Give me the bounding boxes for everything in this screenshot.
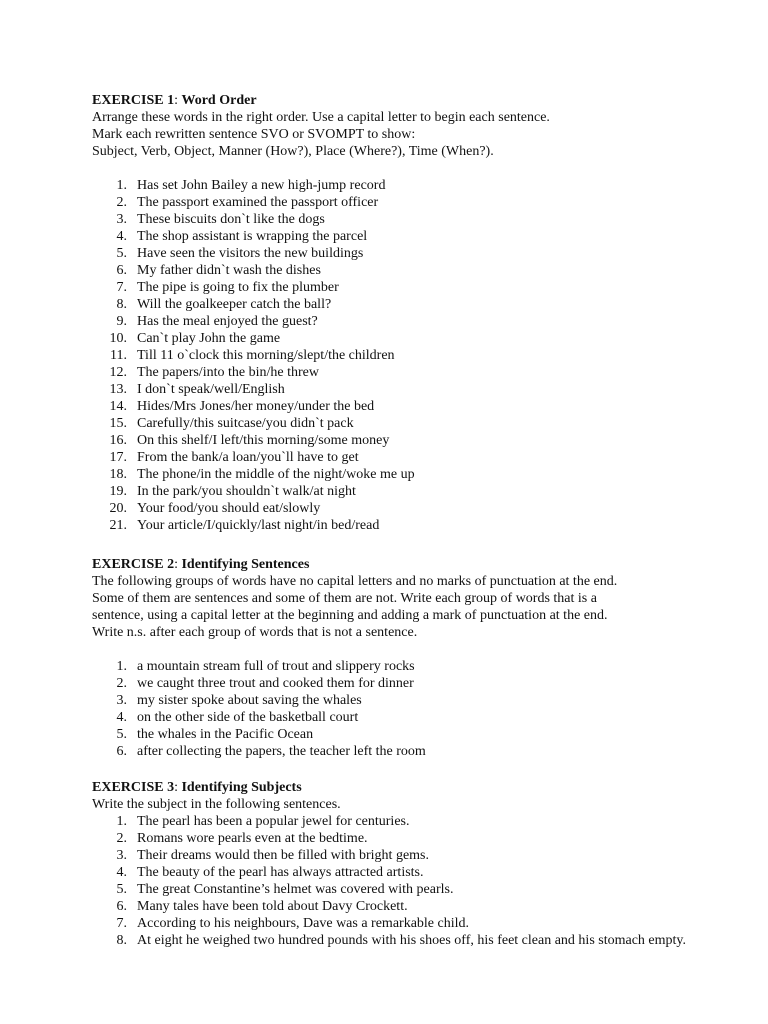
list-item [92,658,692,675]
list-item [92,466,692,483]
list-item [92,364,692,381]
list-item [92,881,692,898]
list-item-number: 1. [116,659,127,674]
exercise-1 [92,92,692,534]
list-item [92,296,692,313]
list-item-text: The phone/in the middle of the night/woke me up [137,467,415,482]
list-item-text: The shop assistant is wrapping the parcel [137,229,368,244]
exercise-2-name: Identifying Sentences [181,557,310,572]
list-item-number: 5. [116,727,127,742]
instruction-line: sentence, using a capital letter at the beginning and adding a mark of punctuation at the end. [92,608,608,623]
list-item [92,483,692,500]
list-item [92,279,692,296]
list-item-text: According to his neighbours, Dave was a remarkable child. [137,916,470,931]
list-item-number: 4. [116,865,127,880]
list-item-text: The beauty of the pearl has always attracted artists. [137,865,424,880]
list-item [92,330,692,347]
list-item-number: 5. [116,246,127,261]
list-item-text: My father didn`t wash the dishes [137,263,321,278]
list-item [92,262,692,279]
instruction-line: Mark each rewritten sentence SVO or SVOMPT to show: [92,127,416,142]
list-item-number: 14. [109,399,127,414]
list-item-number: 6. [116,744,127,759]
list-item-text: Has set John Bailey a new high-jump record [137,178,386,193]
list-item [92,500,692,517]
list-item [92,432,692,449]
exercise-3-instructions [92,796,692,813]
list-item [92,228,692,245]
list-item [92,675,692,692]
exercise-1-colon: : [174,93,178,108]
instruction-line: The following groups of words have no capital letters and no marks of punctuation at the end. [92,574,618,589]
list-item-text: on the other side of the basketball court [137,710,359,725]
list-item-number: 4. [116,710,127,725]
list-item-text: From the bank/a loan/you`ll have to get [137,450,359,465]
list-item-number: 3. [116,693,127,708]
list-item-number: 9. [116,314,127,329]
list-item-text: Hides/Mrs Jones/her money/under the bed [137,399,375,414]
list-item-text: my sister spoke about saving the whales [137,693,362,708]
list-item-number: 21. [109,518,127,533]
list-item-text: The passport examined the passport officer [137,195,379,210]
list-item-text: The pearl has been a popular jewel for centuries. [137,814,410,829]
list-item [92,709,692,726]
list-item [92,830,692,847]
list-item-text: The papers/into the bin/he threw [137,365,319,380]
list-item-text: Your article/I/quickly/last night/in bed/read [137,518,380,533]
list-item [92,915,692,932]
list-item-text: a mountain stream full of trout and slippery rocks [137,659,415,674]
exercise-3-title [92,779,692,796]
list-item-number: 17. [109,450,127,465]
exercise-3-label: EXERCISE 3 [92,780,175,795]
instruction-line: Some of them are sentences and some of them are not. Write each group of words that is a [92,591,597,606]
list-item-text: At eight he weighed two hundred pounds with his shoes off, his feet clean and his stomach empty. [137,933,687,948]
list-item-text: In the park/you shouldn`t walk/at night [137,484,356,499]
list-item-number: 5. [116,882,127,897]
exercise-1-list [92,177,692,534]
list-item-text: The great Constantine’s helmet was covered with pearls. [137,882,454,897]
exercise-3-list [92,813,692,949]
exercise-2-colon: : [174,557,178,572]
exercise-1-name: Word Order [181,93,257,108]
list-item-number: 2. [116,831,127,846]
list-item [92,743,692,760]
list-item-text: On this shelf/I left/this morning/some money [137,433,390,448]
list-item [92,932,692,949]
list-item [92,347,692,364]
list-item-text: Have seen the visitors the new buildings [137,246,364,261]
exercise-2-instructions [92,573,692,641]
instruction-line: Write the subject in the following sentences. [92,797,341,812]
list-item-text: Has the meal enjoyed the guest? [137,314,318,329]
list-item-number: 20. [109,501,127,516]
exercise-1-title [92,92,692,109]
list-item [92,211,692,228]
exercise-2 [92,556,692,760]
list-item-number: 7. [116,280,127,295]
instruction-line: Subject, Verb, Object, Manner (How?), Place (Where?), Time (When?). [92,144,494,159]
list-item-number: 16. [109,433,127,448]
list-item-number: 1. [116,814,127,829]
list-item [92,398,692,415]
list-item-text: we caught three trout and cooked them for dinner [137,676,414,691]
list-item-number: 15. [109,416,127,431]
list-item-text: Your food/you should eat/slowly [137,501,321,516]
list-item-number: 10. [109,331,127,346]
list-item-number: 19. [109,484,127,499]
exercise-1-instructions [92,109,692,160]
exercise-2-label: EXERCISE 2 [92,557,175,572]
list-item [92,864,692,881]
list-item-number: 12. [109,365,127,380]
list-item-number: 6. [116,899,127,914]
list-item-number: 4. [116,229,127,244]
list-item [92,313,692,330]
exercise-3-colon: : [174,780,178,795]
list-item-text: Till 11 o`clock this morning/slept/the children [137,348,395,363]
list-item [92,449,692,466]
list-item-text: I don`t speak/well/English [137,382,285,397]
list-item-number: 18. [109,467,127,482]
list-item [92,847,692,864]
list-item [92,726,692,743]
list-item [92,517,692,534]
list-item [92,245,692,262]
list-item-text: Can`t play John the game [137,331,281,346]
list-item [92,177,692,194]
instruction-line: Arrange these words in the right order. Use a capital letter to begin each sentence. [92,110,550,125]
list-item-number: 7. [116,916,127,931]
list-item-number: 2. [116,676,127,691]
list-item-number: 8. [116,933,127,948]
list-item-text: Their dreams would then be filled with bright gems. [137,848,429,863]
exercise-2-title [92,556,692,573]
list-item-text: Romans wore pearls even at the bedtime. [137,831,368,846]
instruction-line: Write n.s. after each group of words that is not a sentence. [92,625,418,640]
list-item [92,415,692,432]
exercise-2-list [92,658,692,760]
list-item-number: 6. [116,263,127,278]
list-item-text: the whales in the Pacific Ocean [137,727,314,742]
list-item-number: 8. [116,297,127,312]
list-item-text: These biscuits don`t like the dogs [137,212,325,227]
list-item-number: 2. [116,195,127,210]
list-item [92,898,692,915]
list-item-number: 11. [110,348,127,363]
list-item-number: 1. [116,178,127,193]
list-item [92,194,692,211]
exercise-3 [92,779,692,949]
list-item-number: 13. [109,382,127,397]
list-item [92,692,692,709]
list-item-number: 3. [116,848,127,863]
list-item-text: Many tales have been told about Davy Crockett. [137,899,408,914]
list-item [92,381,692,398]
exercise-3-name: Identifying Subjects [181,780,302,795]
list-item [92,813,692,830]
list-item-text: Carefully/this suitcase/you didn`t pack [137,416,354,431]
exercise-1-label: EXERCISE 1 [92,93,175,108]
list-item-text: Will the goalkeeper catch the ball? [137,297,332,312]
list-item-text: The pipe is going to fix the plumber [137,280,339,295]
list-item-number: 3. [116,212,127,227]
list-item-text: after collecting the papers, the teacher left the room [137,744,426,759]
